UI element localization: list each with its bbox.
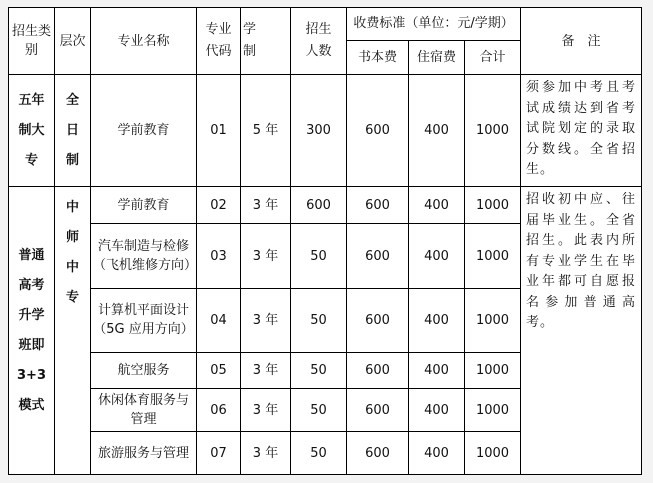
major-name-cell (91, 289, 197, 352)
enroll-cell (291, 389, 347, 432)
enroll-cell (291, 187, 347, 224)
major-code: 07 (210, 445, 227, 461)
major-code: 03 (210, 248, 227, 264)
major-name: 休闲体育服务与管理 (97, 393, 189, 428)
major-name: 汽车制造与检修（飞机维修方向） (93, 239, 198, 274)
header-fee-group (347, 8, 521, 41)
category-line: 制大 (18, 122, 45, 138)
header-fee-group-text: 收费标准（单位：元/学期） (353, 16, 514, 32)
header-book-fee (347, 40, 409, 75)
header-code-bottom: 代码 (205, 44, 232, 60)
dorm-fee: 400 (424, 312, 449, 328)
level-full-time (55, 75, 91, 187)
header-term (241, 8, 291, 75)
header-remarks-text: 备 注 (561, 33, 601, 49)
term-cell (241, 352, 291, 389)
total-fee: 1000 (475, 248, 510, 264)
book-fee-cell (347, 432, 409, 475)
total-cell (465, 75, 521, 187)
remark-text: 招收初中应、往届毕业生。全省招生。此表内所有专业学生在毕业年都可自愿报名参加普通高考。 (526, 192, 637, 331)
book-fee: 600 (365, 123, 390, 139)
study-term: 3 年 (252, 197, 279, 213)
term-cell (241, 224, 291, 289)
book-fee: 600 (365, 445, 390, 461)
term-cell (241, 389, 291, 432)
header-level (55, 8, 91, 75)
enroll-cell (291, 352, 347, 389)
book-fee-cell (347, 352, 409, 389)
major-name-cell (91, 432, 197, 475)
header-major-name (91, 8, 197, 75)
remark-group2 (521, 187, 642, 475)
code-cell (197, 224, 241, 289)
total-fee: 1000 (475, 312, 510, 328)
header-enroll-top: 招生 (305, 22, 332, 38)
total-cell (465, 187, 521, 224)
level-line: 日 (65, 122, 79, 138)
code-cell (197, 352, 241, 389)
level-line: 专 (65, 290, 79, 306)
code-cell (197, 289, 241, 352)
book-fee-cell (347, 389, 409, 432)
header-total-text: 合计 (479, 49, 506, 65)
major-name: 计算机平面设计（5G 应用方向） (93, 303, 194, 338)
code-cell (197, 389, 241, 432)
header-level-text: 层次 (59, 33, 86, 49)
major-name-cell (91, 352, 197, 389)
category-line: 普通 (18, 247, 45, 263)
term-cell (241, 75, 291, 187)
category-line: 升学 (18, 307, 45, 323)
header-dorm-fee (409, 40, 465, 75)
header-book-fee-text: 书本费 (357, 49, 397, 65)
term-cell (241, 432, 291, 475)
major-code: 01 (210, 123, 227, 139)
book-fee-cell (347, 224, 409, 289)
dorm-fee: 400 (424, 362, 449, 378)
header-enroll-bottom: 人数 (305, 44, 332, 60)
header-major-name-text: 专业名称 (117, 33, 170, 49)
book-fee-cell (347, 187, 409, 224)
enroll-count: 50 (310, 402, 327, 418)
enroll-cell (291, 289, 347, 352)
dorm-fee-cell (409, 75, 465, 187)
header-total (465, 40, 521, 75)
enroll-count: 50 (310, 362, 327, 378)
study-term: 3 年 (252, 312, 279, 328)
category-regular-exam (9, 187, 55, 475)
enroll-cell (291, 432, 347, 475)
level-line: 中 (65, 260, 79, 276)
level-line: 全 (65, 92, 79, 108)
header-dorm-fee-text: 住宿费 (416, 49, 456, 65)
remark-group1 (521, 75, 642, 187)
dorm-fee-cell (409, 224, 465, 289)
major-name-cell (91, 224, 197, 289)
major-name-cell (91, 389, 197, 432)
total-fee: 1000 (475, 445, 510, 461)
major-name-cell (91, 187, 197, 224)
book-fee: 600 (365, 362, 390, 378)
enrollment-table (8, 7, 642, 475)
book-fee: 600 (365, 402, 390, 418)
dorm-fee: 400 (424, 123, 449, 139)
category-line: 五年 (18, 92, 45, 108)
header-remarks (521, 8, 642, 75)
header-category-text: 招生类别 (11, 24, 51, 59)
total-cell (465, 289, 521, 352)
book-fee-cell (347, 75, 409, 187)
major-name: 学前教育 (117, 197, 170, 213)
total-cell (465, 224, 521, 289)
dorm-fee-cell (409, 432, 465, 475)
study-term: 3 年 (252, 362, 279, 378)
total-cell (465, 352, 521, 389)
code-cell (197, 187, 241, 224)
major-code: 04 (210, 312, 227, 328)
table-row (9, 75, 642, 187)
study-term: 3 年 (252, 248, 279, 264)
major-name-cell (91, 75, 197, 187)
enroll-count: 600 (306, 197, 331, 213)
dorm-fee-cell (409, 352, 465, 389)
dorm-fee: 400 (424, 248, 449, 264)
level-secondary-normal (55, 187, 91, 475)
major-code: 06 (210, 402, 227, 418)
dorm-fee-cell (409, 389, 465, 432)
book-fee-cell (347, 289, 409, 352)
total-fee: 1000 (475, 123, 510, 139)
dorm-fee-cell (409, 187, 465, 224)
enroll-count: 50 (310, 445, 327, 461)
major-name: 航空服务 (117, 362, 170, 378)
major-name: 旅游服务与管理 (97, 445, 189, 461)
header-enroll (291, 8, 347, 75)
level-line: 制 (65, 152, 79, 168)
header-code-top: 专业 (205, 22, 232, 38)
level-line: 师 (65, 230, 79, 246)
enroll-cell (291, 75, 347, 187)
header-term-bottom: 制 (243, 44, 257, 60)
term-cell (241, 187, 291, 224)
category-line: 模式 (18, 397, 45, 413)
total-fee: 1000 (475, 402, 510, 418)
category-line: 高考 (18, 277, 45, 293)
study-term: 3 年 (252, 445, 279, 461)
term-cell (241, 289, 291, 352)
code-cell (197, 432, 241, 475)
category-line: 班即 (18, 337, 45, 353)
dorm-fee-cell (409, 289, 465, 352)
major-name: 学前教育 (117, 123, 170, 139)
major-code: 02 (210, 197, 227, 213)
book-fee: 600 (365, 248, 390, 264)
category-line: 专 (24, 152, 38, 168)
category-line: 3+3 (17, 367, 46, 383)
total-fee: 1000 (475, 362, 510, 378)
book-fee: 600 (365, 197, 390, 213)
dorm-fee: 400 (424, 445, 449, 461)
level-line: 中 (65, 200, 79, 216)
enroll-count: 300 (306, 123, 331, 139)
study-term: 5 年 (252, 123, 279, 139)
header-code (197, 8, 241, 75)
major-code: 05 (210, 362, 227, 378)
total-cell (465, 432, 521, 475)
total-cell (465, 389, 521, 432)
book-fee: 600 (365, 312, 390, 328)
dorm-fee: 400 (424, 197, 449, 213)
study-term: 3 年 (252, 402, 279, 418)
header-category (9, 8, 55, 75)
total-fee: 1000 (475, 197, 510, 213)
enroll-count: 50 (310, 248, 327, 264)
enroll-cell (291, 224, 347, 289)
remark-text: 须参加中考且考试成绩达到省考试院划定的录取分数线。全省招生。 (526, 80, 637, 178)
dorm-fee: 400 (424, 402, 449, 418)
header-term-top: 学 (243, 22, 257, 38)
table-row (9, 187, 642, 224)
category-five-year (9, 75, 55, 187)
code-cell (197, 75, 241, 187)
enroll-count: 50 (310, 312, 327, 328)
